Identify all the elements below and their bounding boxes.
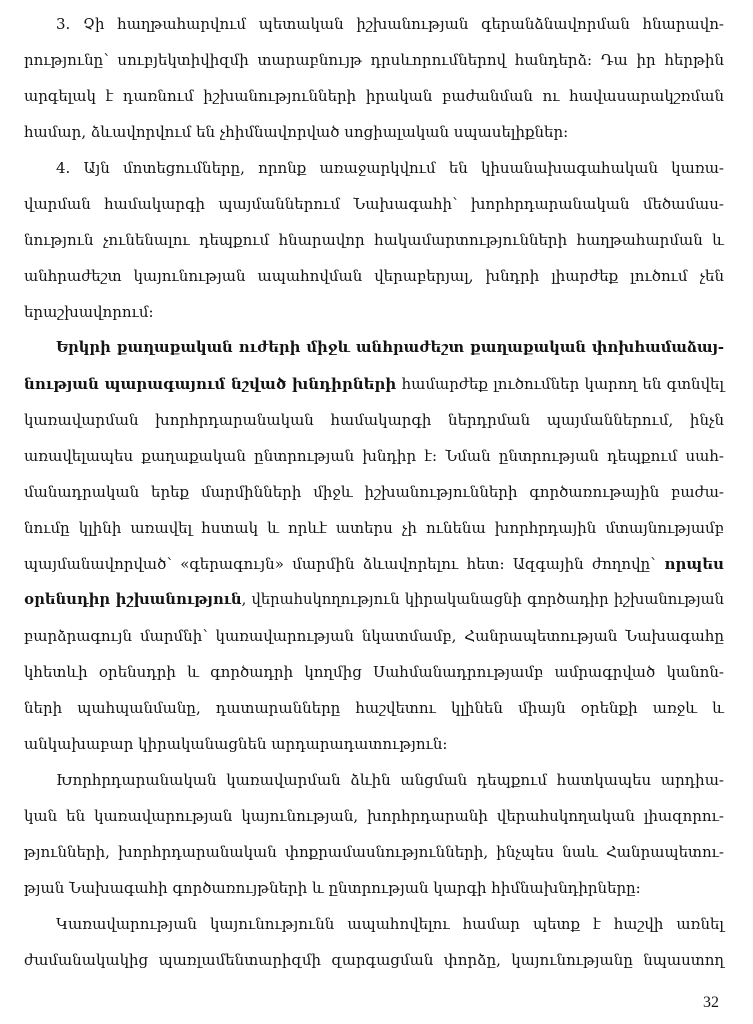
- bold-phrase: օրենսդիր իշխանություն: [24, 591, 242, 608]
- text-line: ժամանակակից պառլամենտարիզմի զարգացման փորձը, կայունությանը նպաստող: [24, 951, 724, 969]
- text-line: ների պահպանմանը, դատարանները հաշվետու կլինեն միայն օրենքի առջև և: [24, 699, 724, 717]
- paragraph-parliamentary: [24, 762, 724, 906]
- text-line: կառավարման խորհրդարանական համակարգի ներդրման պայմաններում, ինչն: [24, 411, 724, 429]
- paragraph-political-forces: [24, 330, 724, 762]
- bold-phrase: նության պարագայում նշված խնդիրների: [24, 375, 397, 393]
- text-run: պայմանավորված՝ «գերագույն» մարմին ձևավորելու հետ: Ազգային ժողովը՝: [24, 555, 656, 573]
- text-line: րությունը՝ սուբյեկտիվիզմի տարաբնույթ դրսևորումներով հանդերձ: Դա իր հերթին: [24, 51, 724, 69]
- text-line: Կառավարության կայունությունն ապահովելու համար պետք է հաշվի առնել: [56, 915, 724, 933]
- text-run: , վերահսկողություն կիրականացնի գործադիր իշխանության: [241, 591, 724, 608]
- text-line: կան են կառավարության կայունության, խորհրդարանի վերահսկողական լիազորու-: [24, 807, 724, 825]
- text-line: առավելապես քաղաքական ընտրության խնդիր է: Նման ընտրության դեպքում սահ-: [24, 447, 724, 465]
- text-line: նություն չունենալու դեպքում հնարավոր հակամարտությունների հաղթահարման և: [24, 231, 724, 249]
- text-line: [24, 582, 724, 618]
- paragraph-3: [24, 6, 724, 150]
- text-line: 4. Այն մոտեցումները, որոնք առաջարկվում են կիսանախագահական կառա-: [56, 159, 724, 177]
- page-number: 32: [703, 994, 719, 1011]
- bold-phrase: որպես: [655, 555, 724, 573]
- text-line: բարձրագույն մարմնի՝ կառավարության նկատմամբ, Հանրապետության Նախագահը: [24, 627, 724, 645]
- text-line: համար, ձևավորվում են չհիմնավորված սոցիալական սպասելիքներ:: [24, 123, 569, 141]
- text-line: նումը կլինի առավել հստակ և որևէ ատերս չի ունենա խորհրդային մտայնությամբ: [24, 519, 724, 537]
- text-line: թյան Նախագահի գործառույթների և ընտրության կարգի հիմնախնդիրները:: [24, 879, 641, 897]
- text-line: արգելակ է դառնում իշխանությունների իրական բաժանման ու հավասարակշռման: [24, 87, 724, 105]
- text-line: անհրաժեշտ կայունության ապահովման վերաբերյալ, խնդրի լիարժեք լուծում չեն: [24, 267, 724, 285]
- text-line: [24, 546, 724, 582]
- document-page: [24, 6, 724, 978]
- text-line: կհետևի օրենսդրի և գործադրի կողմից Սահմանադրությամբ ամրագրված կանոն-: [24, 663, 724, 681]
- text-line: 3. Չի հաղթահարվում պետական իշխանության գերանձնավորման հնարավո-: [56, 15, 724, 33]
- bold-phrase: Երկրի քաղաքական ուժերի միջև անհրաժեշտ քաղաքական փոխհամաձայ-: [56, 339, 724, 356]
- text-line: անկախաբար կիրականացնեն արդարադատություն:: [24, 735, 448, 753]
- text-line: [24, 330, 724, 366]
- text-line: երաշխավորում:: [24, 303, 154, 321]
- text-run: համարժեք լուծումներ կարող են գտնվել: [396, 375, 725, 393]
- paragraph-4: [24, 150, 724, 330]
- text-line: [24, 366, 724, 402]
- paragraph-stability: [24, 906, 724, 978]
- text-line: Խորհրդարանական կառավարման ձևին անցման դեպքում հատկապես արդիա-: [56, 771, 724, 789]
- text-line: վարման համակարգի պայմաններում Նախագահի՝ խորհրդարանական մեծամաս-: [24, 195, 724, 213]
- text-line: թյունների, խորհրդարանական փոքրամասնությունների, ինչպես նաև Հանրապետու-: [24, 843, 724, 861]
- text-line: մանադրական երեք մարմինների միջև իշխանությունների գործառութային բաժա-: [24, 483, 724, 501]
